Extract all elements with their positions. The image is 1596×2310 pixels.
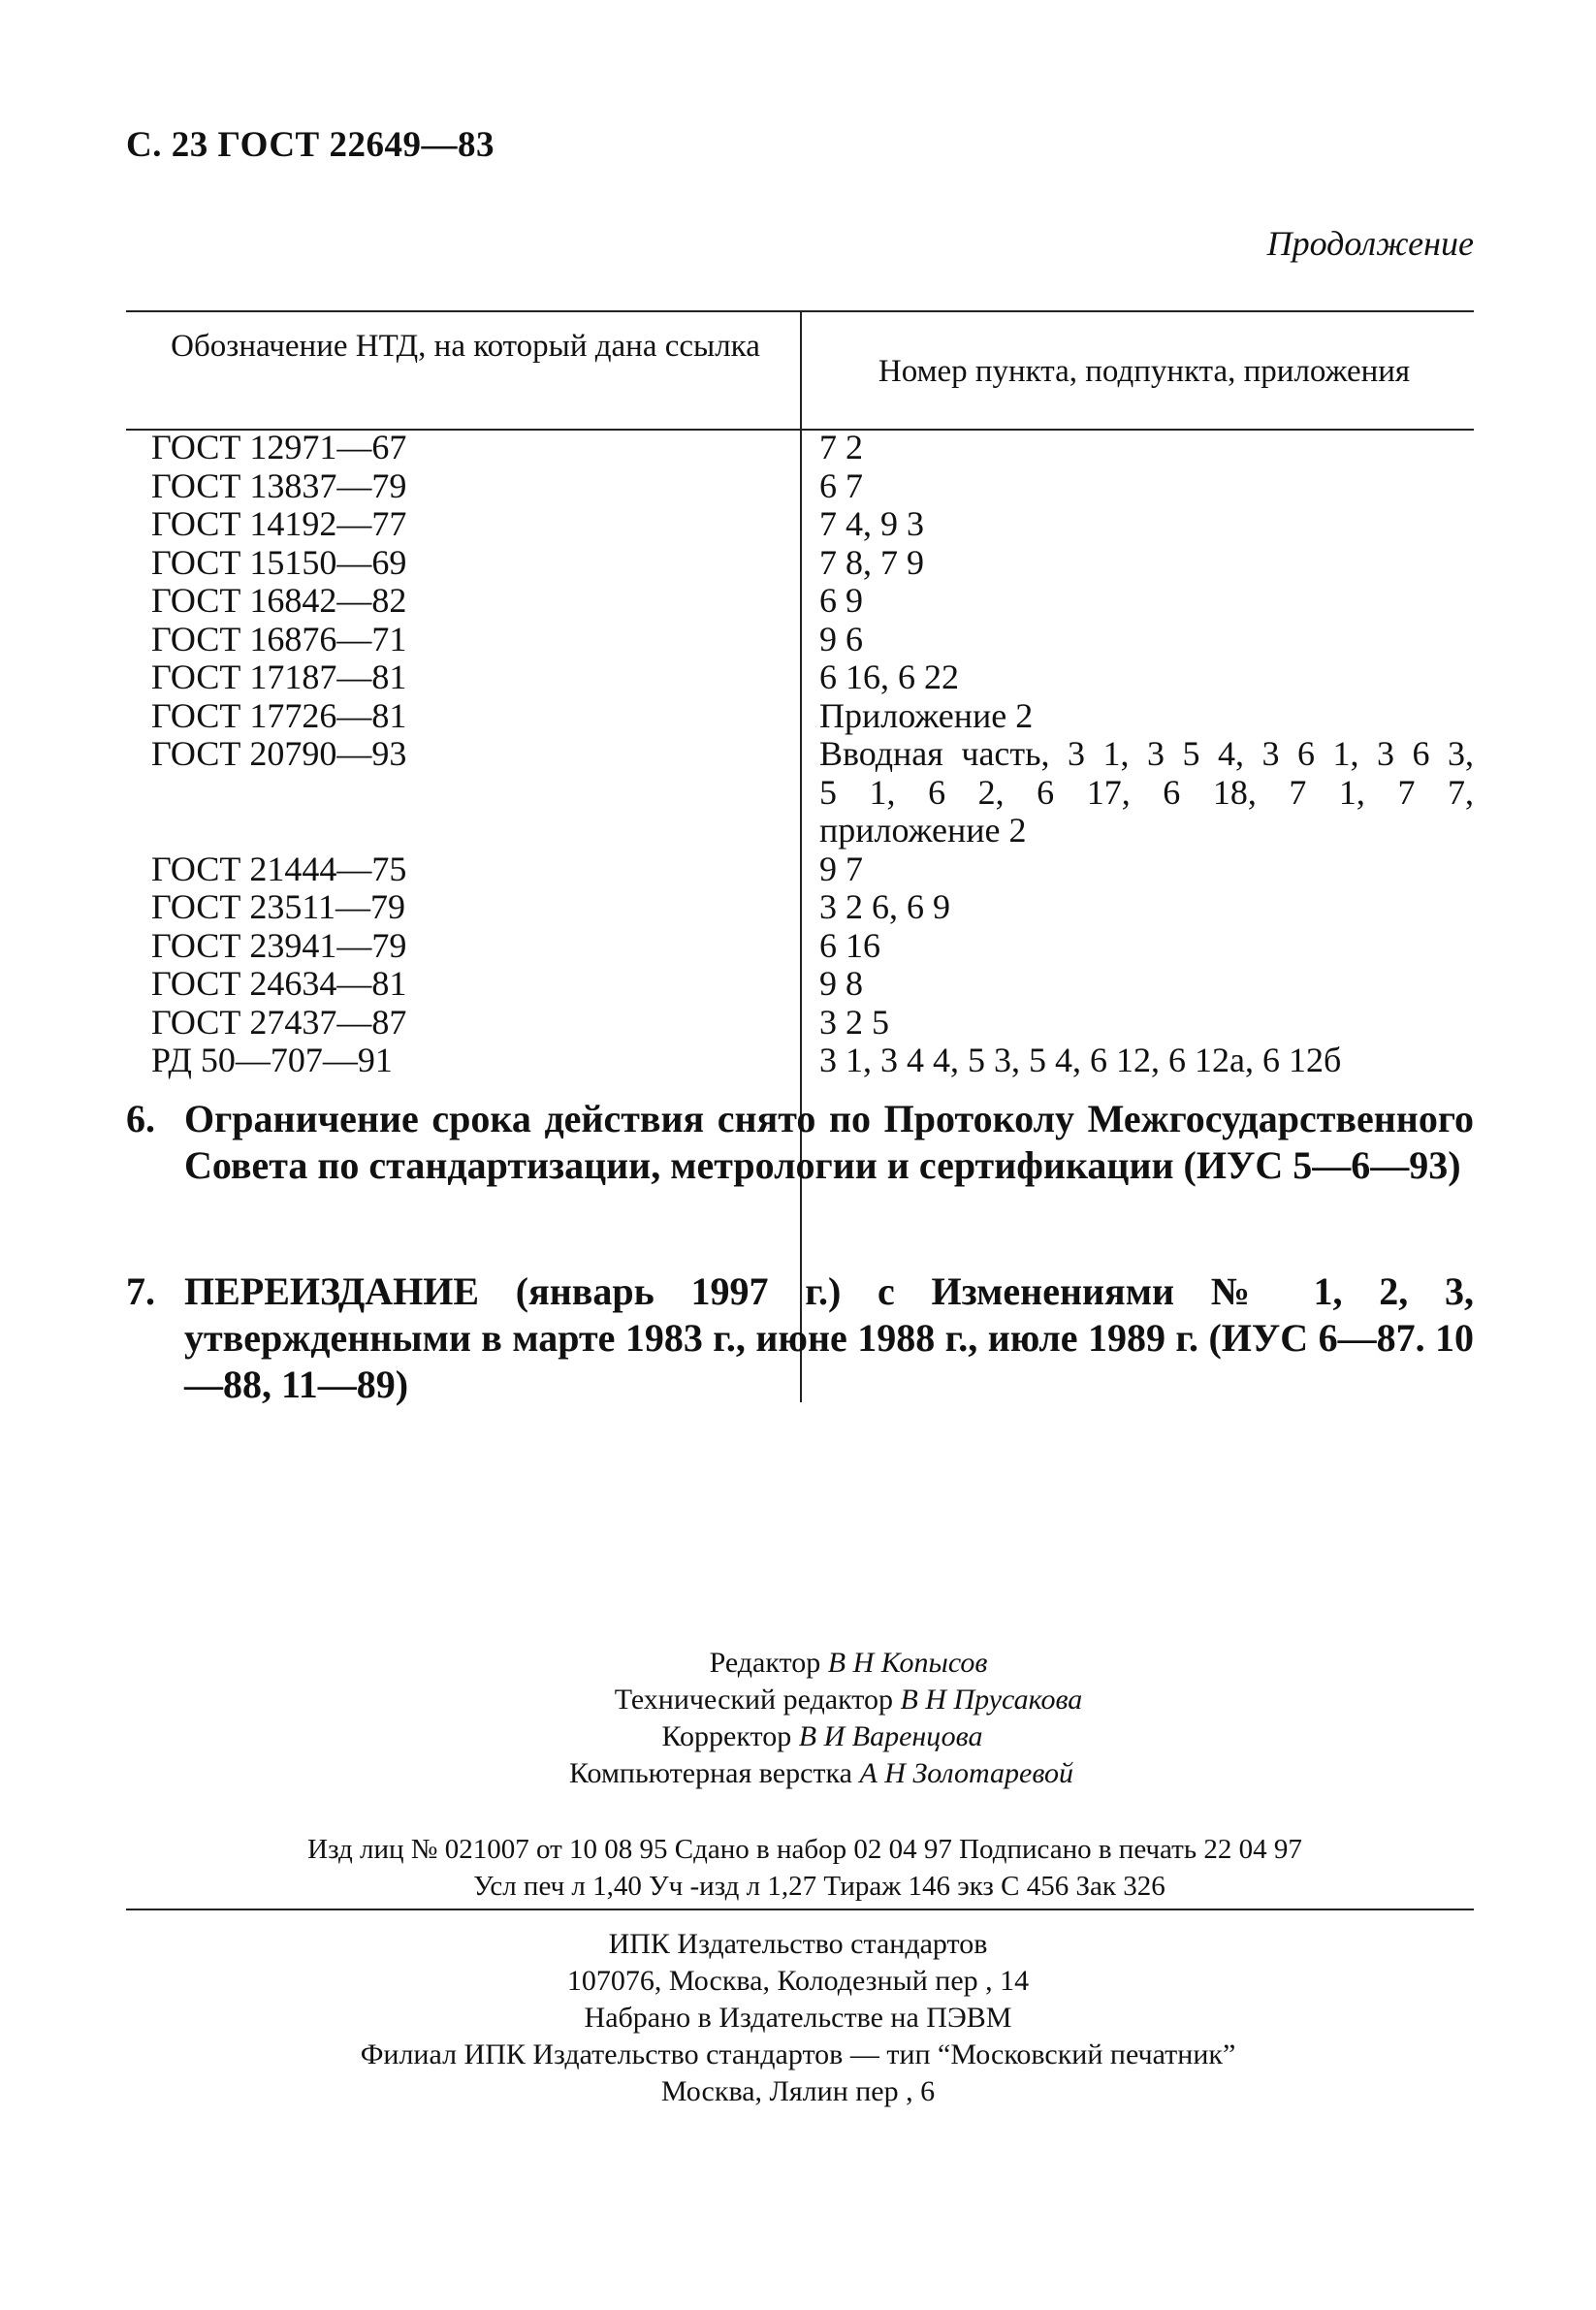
table-row [126, 1042, 1474, 1080]
document-cell: ГОСТ 15150—69 [151, 542, 407, 582]
publisher-line: 107076, Москва, Колодезный пер , 14 [566, 1965, 1030, 1997]
document-cell: ГОСТ 16842—82 [151, 581, 407, 620]
column-header-clause: Номер пункта, подпункта, приложения [878, 354, 1411, 389]
clause-cell: приложение 2 [819, 811, 1027, 850]
page-header: С. 23 ГОСТ 22649—83 [126, 125, 495, 165]
publisher-line: Москва, Лялин пер , 6 [660, 2075, 936, 2107]
publisher-line: Филиал ИПК Издательство стандартов — тип “Московский печатник” [360, 2038, 1236, 2070]
credit-person: В Н Копысов [827, 1647, 988, 1679]
clause-cell: 6 16 [819, 925, 880, 965]
document-cell: ГОСТ 20790—93 [151, 734, 407, 773]
clause-cell: 3 2 5 [819, 1002, 889, 1042]
document-cell: ГОСТ 16876—71 [151, 619, 407, 658]
table-row [126, 1004, 1474, 1043]
clause-cell: 3 2 6, 6 9 [819, 887, 950, 926]
credit-person: А Н Золотаревой [859, 1757, 1073, 1789]
publisher-block [0, 1926, 1596, 2110]
imprint-line: Изд лиц № 021007 от 10 08 95 Сдано в набор 02 04 97 Подписано в печать 22 04 97 [307, 1834, 1302, 1865]
clause-cell: 9 7 [819, 849, 863, 888]
document-cell: ГОСТ 14192—77 [151, 504, 407, 543]
note-text: Ограничение срока действия снято по Протоколу Межгосударственного Совета по стандартизации, метрологии и сертификации (ИУС 5—6—93) [184, 1097, 1474, 1187]
document-cell: РД 50—707—91 [151, 1041, 393, 1079]
column-header-document: Обозначение НТД, на который дана ссылка [171, 329, 760, 364]
credit-role: Компьютерная верстка [569, 1757, 852, 1789]
clause-cell: 7 2 [819, 428, 863, 466]
credit-role: Корректор [661, 1720, 792, 1752]
table-row [126, 774, 1474, 813]
document-cell [126, 774, 800, 813]
document-cell: ГОСТ 21444—75 [151, 849, 407, 888]
clause-cell: 9 8 [819, 964, 863, 1003]
document-cell: ГОСТ 13837—79 [151, 465, 407, 505]
table-body [126, 429, 1474, 1080]
clause-cell: 6 7 [819, 465, 863, 505]
clause-cell: Вводная часть, 3 1, 3 5 4, 3 6 1, 3 6 3, [819, 734, 1474, 773]
publisher-line: ИПК Издательство стандартов [608, 1928, 988, 1960]
imprint-rule [126, 1909, 1474, 1910]
document-cell: ГОСТ 23511—79 [151, 887, 406, 926]
table-row [126, 927, 1474, 966]
table-row [126, 812, 1474, 850]
table-row [126, 544, 1474, 583]
table-row [126, 467, 1474, 506]
document-cell: ГОСТ 23941—79 [151, 925, 407, 965]
table-row [126, 658, 1474, 697]
table-row [126, 621, 1474, 659]
note-item [126, 1268, 1474, 1408]
credit-person: В Н Прусакова [900, 1684, 1083, 1716]
publisher-line: Набрано в Издательстве на ПЭВМ [584, 2002, 1012, 2034]
credit-role: Технический редактор [614, 1684, 893, 1716]
imprint-line: Усл печ л 1,40 Уч -изд л 1,27 Тираж 146 экз С 456 Зак 326 [473, 1871, 1165, 1902]
note-number: 7. [126, 1269, 155, 1313]
clause-cell: 3 1, 3 4 4, 5 3, 5 4, 6 12, 6 12а, 6 12б [819, 1041, 1342, 1079]
clause-cell: 7 8, 7 9 [819, 542, 924, 582]
table-row [126, 965, 1474, 1004]
clause-cell: 6 16, 6 22 [819, 658, 959, 696]
table-row [126, 429, 1474, 467]
table-row [126, 505, 1474, 544]
document-cell: ГОСТ 27437—87 [151, 1002, 407, 1042]
table-row [126, 582, 1474, 621]
table-row [126, 735, 1474, 774]
clause-cell: 7 4, 9 3 [819, 504, 924, 543]
table-row [126, 697, 1474, 736]
table-row [126, 888, 1474, 927]
document-cell: ГОСТ 17726—81 [151, 695, 407, 735]
credit-line [0, 1755, 1596, 1792]
clause-cell: 5 1, 6 2, 6 17, 6 18, 7 1, 7 7, [819, 772, 1474, 812]
clause-cell: Приложение 2 [819, 695, 1034, 735]
continuation-label: Продолжение [1266, 224, 1474, 263]
credit-line [0, 1682, 1596, 1718]
document-cell: ГОСТ 17187—81 [151, 658, 407, 696]
imprint-details [175, 1831, 1435, 1905]
document-cell [126, 812, 800, 850]
note-text: ПЕРЕИЗДАНИЕ (январь 1997 г.) с Изменениями № 1, 2, 3, утвержденными в марте 1983 г., июне 1988 г., июле 1989 г. (ИУС 6—87. 10—88, 11—89) [184, 1269, 1474, 1406]
editorial-credits [0, 1645, 1596, 1792]
note-item [126, 1096, 1474, 1189]
note-number: 6. [126, 1097, 155, 1140]
clause-cell: 6 9 [819, 581, 863, 620]
clause-cell: 9 6 [819, 619, 863, 658]
document-cell: ГОСТ 24634—81 [151, 964, 407, 1003]
document-cell: ГОСТ 12971—67 [151, 428, 407, 466]
table-row [126, 850, 1474, 889]
credit-person: В И Варенцова [798, 1720, 983, 1752]
credit-line [0, 1645, 1596, 1682]
credit-role: Редактор [709, 1647, 821, 1679]
credit-line [0, 1718, 1596, 1755]
